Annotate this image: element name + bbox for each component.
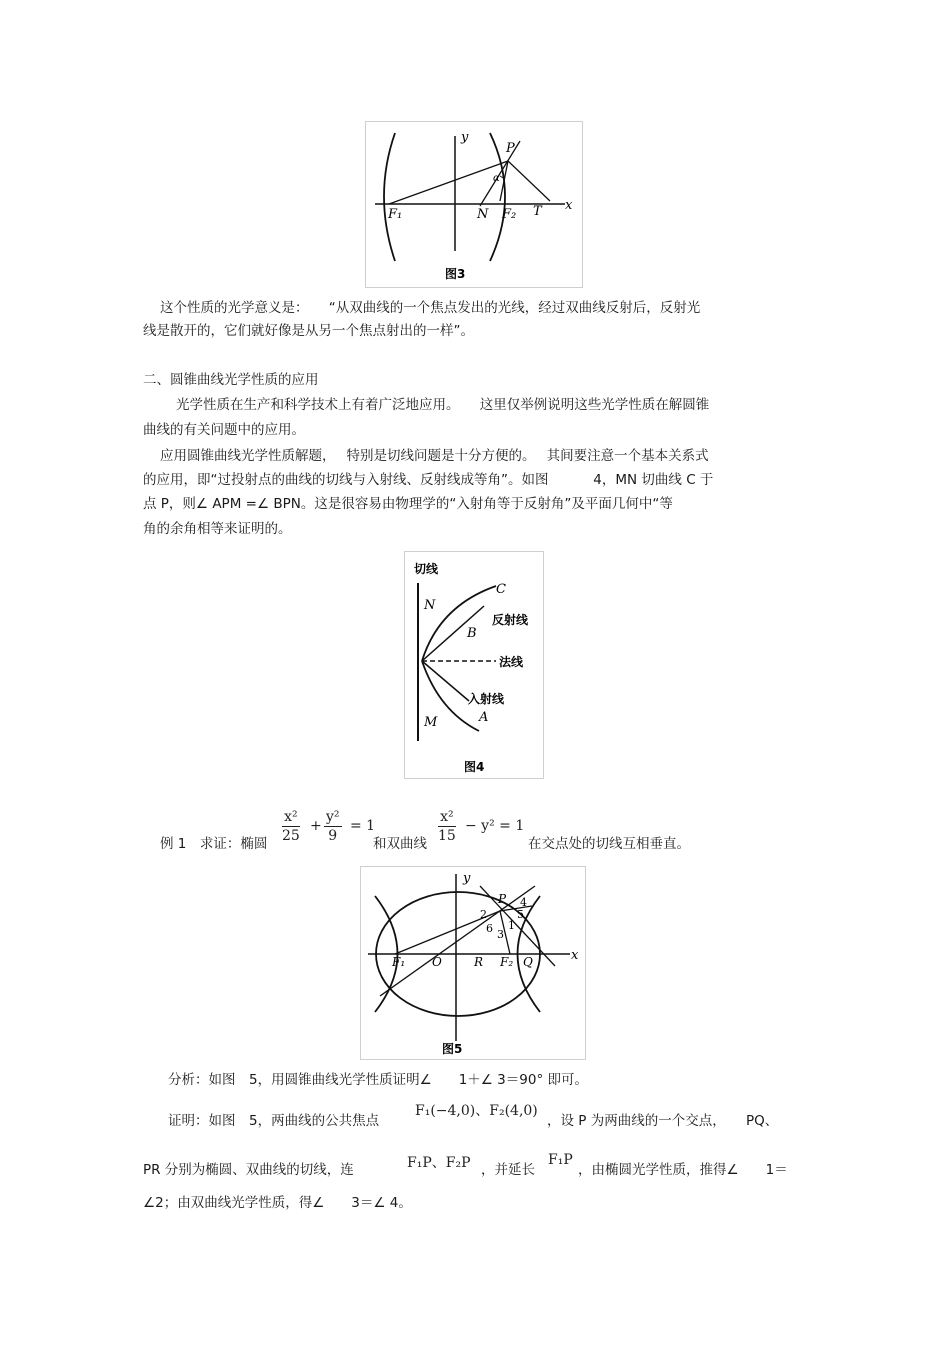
- foci-formula: F₁(−4,0)、F₂(4,0): [415, 1103, 538, 1119]
- angle-label-2: 2: [480, 908, 487, 921]
- point-label-o: O: [432, 955, 442, 969]
- tangent-label: 切线: [414, 562, 439, 576]
- ellipse-y-term: [324, 808, 342, 845]
- ellipse-x-denominator: 25: [282, 828, 300, 844]
- para-optics-meaning-line-1: 这个性质的光学意义是： “从双曲线的一个焦点发出的光线，经过双曲线反射后，反射光: [160, 300, 701, 316]
- angle-label-5: 5: [517, 908, 524, 921]
- axis-label-x: x: [571, 948, 579, 963]
- reflected-ray-label: 反射线: [492, 613, 529, 627]
- para-tangent-line-3: 点 P，则∠ APM =∠ BPN。这是很容易由物理学的“入射角等于反射角”及平面几何中“等: [143, 496, 673, 512]
- proof-line-3: ∠2；由双曲线光学性质，得∠ 3＝∠ 4。: [143, 1195, 412, 1211]
- ellipse-y-denominator: 9: [328, 828, 338, 844]
- analysis-text: 分析：如图 5，用圆锥曲线光学性质证明∠ 1＋∠ 3＝90° 即可。: [168, 1072, 588, 1088]
- proof-line-1-a: 证明：如图 5，两曲线的公共焦点: [168, 1113, 380, 1129]
- proof-line-2-a: PR 分别为椭圆、双曲线的切线，连: [143, 1162, 354, 1178]
- hyperbola-diagram: [365, 121, 583, 288]
- angle-label-alpha: α: [493, 173, 500, 184]
- point-label-a: A: [479, 710, 489, 725]
- figure-3-caption: 图3: [445, 267, 466, 281]
- figure-3: [365, 121, 583, 288]
- normal-line-label: 法线: [499, 655, 524, 669]
- figure-4-caption: 图4: [464, 760, 485, 774]
- point-label-n: N: [477, 207, 489, 222]
- para-applications-line-2: 曲线的有关问题中的应用。: [143, 422, 305, 438]
- para-optics-meaning-line-2: 线是散开的，它们就好像是从另一个焦点射出的一样”。: [143, 323, 474, 339]
- curve-label-c: C: [496, 582, 506, 597]
- proof-line-2-c: ，由椭圆光学性质，推得∠ 1＝: [578, 1162, 788, 1178]
- angle-label-6: 6: [486, 922, 493, 935]
- incident-ray-label: 入射线: [468, 692, 505, 706]
- ellipse-hyperbola-diagram: [360, 866, 586, 1060]
- proof-line-2-b: ，并延长: [481, 1162, 535, 1178]
- para-tangent-line-2: 的应用，即“过投射点的曲线的切线与入射线、反射线成等角”。如图 4，MN 切曲线 C 于: [143, 472, 714, 488]
- figure-4: [404, 551, 544, 779]
- point-label-t: T: [533, 204, 542, 219]
- para-tangent-line-1: 应用圆锥曲线光学性质解题， 特别是切线问题是十分方便的。 其间要注意一个基本关系式: [160, 448, 709, 464]
- axis-label-y: y: [463, 871, 471, 886]
- angle-label-1: 1: [508, 919, 515, 932]
- point-label-m: M: [424, 715, 438, 730]
- point-label-p: P: [506, 141, 515, 156]
- figure-5: [360, 866, 586, 1060]
- section-heading-applications: 二、圆锥曲线光学性质的应用: [143, 372, 319, 388]
- ellipse-rhs: = 1: [350, 818, 376, 834]
- point-label-f1: F₁: [388, 207, 403, 222]
- hyperbola-rhs: − y² = 1: [465, 818, 525, 834]
- hyperbola-x-term: [438, 808, 456, 845]
- example-1-suffix: 在交点处的切线互相垂直。: [528, 836, 690, 852]
- focal-lines-formula: F₁P、F₂P: [407, 1155, 471, 1171]
- point-label-q: Q: [523, 955, 533, 969]
- proof-line-1-b: ，设 P 为两曲线的一个交点， PQ、: [547, 1113, 779, 1129]
- ellipse-x-numerator: x²: [282, 808, 300, 827]
- para-tangent-line-4: 角的余角相等来证明的。: [143, 521, 292, 537]
- para-applications-line-1: 光学性质在生产和科学技术上有着广泛地应用。 这里仅举例说明这些光学性质在解圆锥: [176, 397, 710, 413]
- reflection-diagram: [404, 551, 544, 779]
- hyperbola-x-denominator: 15: [438, 828, 456, 844]
- axis-label-y: y: [461, 130, 469, 145]
- hyperbola-x-numerator: x²: [438, 808, 456, 827]
- axis-label-x: x: [565, 198, 573, 213]
- ellipse-plus: +: [310, 818, 322, 834]
- point-label-f1: F₁: [392, 955, 406, 969]
- extended-line-formula: F₁P: [548, 1152, 573, 1168]
- example-1-middle: 和双曲线: [373, 836, 427, 852]
- point-label-f2: F₂: [502, 207, 517, 222]
- angle-label-3: 3: [497, 928, 504, 941]
- angle-label-4: 4: [520, 896, 527, 909]
- point-label-p: P: [498, 892, 507, 906]
- point-label-f2: F₂: [500, 955, 514, 969]
- point-label-b: B: [467, 626, 477, 641]
- ellipse-y-numerator: y²: [326, 809, 340, 825]
- ellipse-x-term: [282, 808, 300, 845]
- point-label-n: N: [424, 598, 436, 613]
- point-label-r: R: [474, 955, 484, 969]
- example-1-prefix: 例 1 求证：椭圆: [160, 836, 268, 852]
- figure-5-caption: 图5: [442, 1042, 463, 1056]
